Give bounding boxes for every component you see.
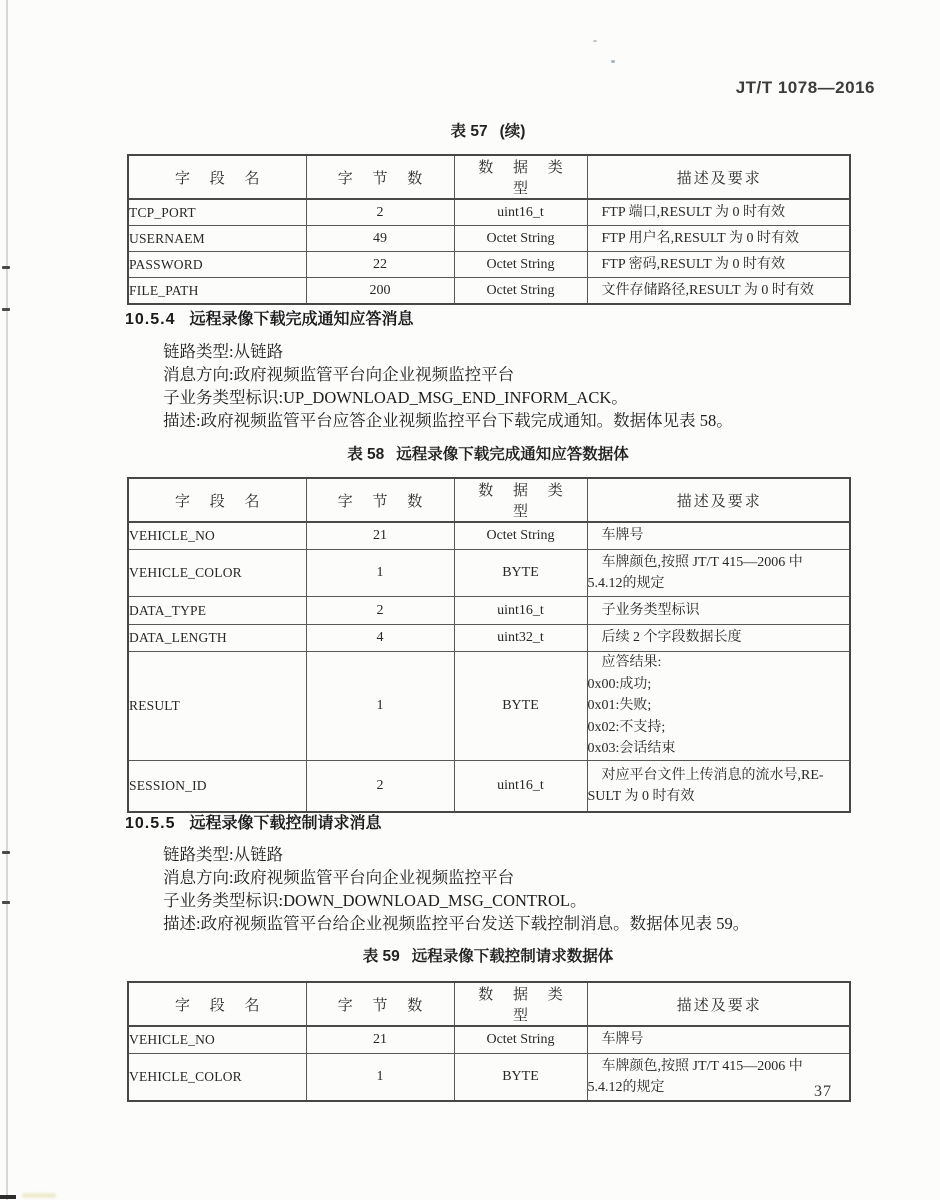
data-type-cell: BYTE <box>454 652 587 761</box>
description-line: 0x00:成功; <box>587 676 652 692</box>
data-type-cell: uint16_t <box>454 761 587 813</box>
description-line: FTP 端口,RESULT 为 0 时有效 <box>601 204 785 220</box>
field-name-cell: SESSION_ID <box>128 761 306 813</box>
description-cell <box>587 652 850 761</box>
description-line: 车牌颜色,按照 JT/T 415—2006 中 <box>601 1058 803 1074</box>
table-header-row <box>128 478 850 522</box>
body-line: 消息方向:政府视频监管平台向企业视频监控平台 <box>163 365 515 384</box>
data-type-cell: BYTE <box>454 550 587 597</box>
byte-count-cell: 2 <box>306 199 454 226</box>
data-type-cell: uint16_t <box>454 199 587 226</box>
description-line: 对应平台文件上传消息的流水号,RE- <box>601 767 824 783</box>
field-name-cell: DATA_TYPE <box>128 597 306 625</box>
table58-caption-number: 表 58 <box>347 446 385 463</box>
field-name-cell: VEHICLE_NO <box>128 1026 306 1054</box>
body-line: 消息方向:政府视频监管平台向企业视频监控平台 <box>163 868 515 887</box>
description-cell <box>587 550 850 597</box>
description-line: 5.4.12的规定 <box>587 576 665 591</box>
description-line: 子业务类型标识 <box>601 602 700 618</box>
byte-count-cell: 22 <box>306 252 454 278</box>
body-line: 描述:政府视频监管平台给企业视频监控平台发送下载控制消息。数据体见表 59。 <box>163 914 750 933</box>
byte-count-cell: 1 <box>306 550 454 597</box>
table57 <box>127 154 851 305</box>
page-number: 37 <box>814 1083 832 1100</box>
description-cell <box>587 625 850 652</box>
table-row <box>128 199 850 226</box>
column-header-field: 字 段 名 <box>128 155 306 199</box>
body-line: 子业务类型标识:UP_DOWNLOAD_MSG_END_INFORM_ACK。 <box>163 388 628 407</box>
table59-caption-title: 远程录像下载控制请求数据体 <box>411 948 614 965</box>
column-header-bytes: 字 节 数 <box>306 478 454 522</box>
description-line: 车牌号 <box>601 528 644 544</box>
byte-count-cell: 21 <box>306 522 454 550</box>
column-header-desc: 描述及要求 <box>587 982 850 1026</box>
table-row <box>128 597 850 625</box>
description-cell <box>587 199 850 226</box>
table-row <box>128 1026 850 1054</box>
byte-count-cell: 2 <box>306 761 454 813</box>
data-type-cell: Octet String <box>454 1026 587 1054</box>
binding-tick-mark <box>2 851 10 854</box>
field-name-cell: FILE_PATH <box>128 278 306 305</box>
column-header-bytes: 字 节 数 <box>306 982 454 1026</box>
byte-count-cell: 200 <box>306 278 454 305</box>
table-header-row <box>128 982 850 1026</box>
section-body-10-5-4 <box>163 340 863 432</box>
description-line: 0x02:不支持; <box>587 719 666 735</box>
description-line: 0x01:失败; <box>587 698 652 714</box>
field-name-cell: USERNAEM <box>128 226 306 252</box>
description-cell <box>587 522 850 550</box>
body-line: 链路类型:从链路 <box>163 845 284 864</box>
description-cell <box>587 1054 850 1102</box>
field-name-cell: VEHICLE_COLOR <box>128 1054 306 1102</box>
table58-caption-title: 远程录像下载完成通知应答数据体 <box>396 446 629 463</box>
description-cell <box>587 252 850 278</box>
scan-edge-line <box>6 0 8 1200</box>
byte-count-cell: 21 <box>306 1026 454 1054</box>
field-name-cell: VEHICLE_COLOR <box>128 550 306 597</box>
section-title: 远程录像下载控制请求消息 <box>189 815 382 832</box>
description-line: 5.4.12的规定 <box>587 1080 665 1095</box>
data-type-cell: Octet String <box>454 252 587 278</box>
field-name-cell: TCP_PORT <box>128 199 306 226</box>
description-line: FTP 用户名,RESULT 为 0 时有效 <box>601 230 799 246</box>
data-type-cell: Octet String <box>454 278 587 305</box>
byte-count-cell: 2 <box>306 597 454 625</box>
description-line: 0x03:会话结束 <box>587 741 676 757</box>
column-header-field: 字 段 名 <box>128 478 306 522</box>
description-cell <box>587 597 850 625</box>
table59 <box>127 981 851 1102</box>
table58 <box>127 477 851 813</box>
section-heading-10-5-5 <box>125 810 382 833</box>
description-cell <box>587 1026 850 1054</box>
table-row <box>128 1054 850 1102</box>
field-name-cell: PASSWORD <box>128 252 306 278</box>
description-line: 后续 2 个字段数据长度 <box>601 630 742 646</box>
scan-corner-mark <box>0 1195 16 1199</box>
table-header-row <box>128 155 850 199</box>
description-line: SULT 为 0 时有效 <box>587 789 695 804</box>
description-line: 车牌号 <box>601 1032 644 1048</box>
data-type-cell: Octet String <box>454 226 587 252</box>
table59-caption <box>127 944 849 966</box>
section-heading-10-5-4 <box>125 306 414 329</box>
byte-count-cell: 1 <box>306 1054 454 1102</box>
data-type-cell: Octet String <box>454 522 587 550</box>
body-line: 链路类型:从链路 <box>163 342 284 361</box>
data-type-cell: uint32_t <box>454 625 587 652</box>
table58-caption <box>127 442 849 464</box>
field-name-cell: DATA_LENGTH <box>128 625 306 652</box>
field-name-cell: VEHICLE_NO <box>128 522 306 550</box>
column-header-type: 数 据 类 型 <box>454 155 587 199</box>
description-line: 车牌颜色,按照 JT/T 415—2006 中 <box>601 554 803 570</box>
section-number: 10.5.5 <box>125 815 176 832</box>
scan-speck <box>593 40 597 42</box>
scan-speck <box>611 60 615 63</box>
data-type-cell: uint16_t <box>454 597 587 625</box>
table57-caption-number: 表 57 <box>450 123 488 140</box>
column-header-desc: 描述及要求 <box>587 155 850 199</box>
table57-caption <box>127 119 849 141</box>
byte-count-cell: 4 <box>306 625 454 652</box>
field-name-cell: RESULT <box>128 652 306 761</box>
section-body-10-5-5 <box>163 843 863 935</box>
body-line: 子业务类型标识:DOWN_DOWNLOAD_MSG_CONTROL。 <box>163 891 587 910</box>
description-cell <box>587 226 850 252</box>
data-type-cell: BYTE <box>454 1054 587 1102</box>
column-header-desc: 描述及要求 <box>587 478 850 522</box>
column-header-type: 数 据 类 型 <box>454 982 587 1026</box>
table-row <box>128 278 850 305</box>
scan-smudge <box>22 1193 56 1198</box>
section-number: 10.5.4 <box>125 311 176 328</box>
table-row <box>128 652 850 761</box>
table57-caption-title: (续) <box>499 123 526 140</box>
binding-tick-mark <box>2 308 10 311</box>
column-header-field: 字 段 名 <box>128 982 306 1026</box>
binding-tick-mark <box>2 901 10 904</box>
description-cell <box>587 761 850 813</box>
column-header-bytes: 字 节 数 <box>306 155 454 199</box>
table-row <box>128 522 850 550</box>
standard-code-header: JT/T 1078—2016 <box>735 78 875 97</box>
binding-tick-mark <box>2 266 10 269</box>
byte-count-cell: 49 <box>306 226 454 252</box>
column-header-type: 数 据 类 型 <box>454 478 587 522</box>
table59-caption-number: 表 59 <box>362 948 400 965</box>
description-line: 文件存储路径,RESULT 为 0 时有效 <box>601 282 814 298</box>
body-line: 描述:政府视频监管平台应答企业视频监控平台下载完成通知。数据体见表 58。 <box>163 411 733 430</box>
table-row <box>128 761 850 813</box>
description-line: FTP 密码,RESULT 为 0 时有效 <box>601 256 785 272</box>
table-row <box>128 625 850 652</box>
table-row <box>128 226 850 252</box>
table-row <box>128 252 850 278</box>
byte-count-cell: 1 <box>306 652 454 761</box>
table-row <box>128 550 850 597</box>
description-line: 应答结果: <box>601 655 662 671</box>
description-cell <box>587 278 850 305</box>
section-title: 远程录像下载完成通知应答消息 <box>189 311 414 328</box>
